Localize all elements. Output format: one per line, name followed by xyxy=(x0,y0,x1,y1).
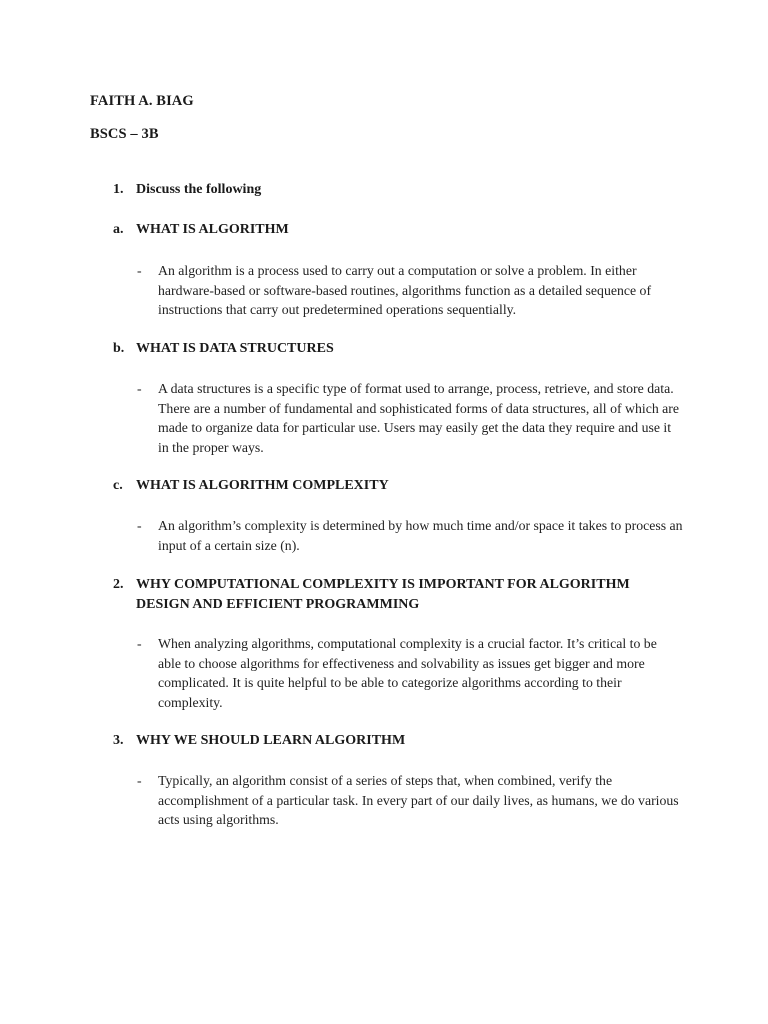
question-heading-2 xyxy=(113,575,681,614)
answer-c xyxy=(137,516,683,555)
question-heading-1 xyxy=(113,180,261,200)
answer-text: An algorithm’s complexity is determined by how much time and/or space it takes to process an input of a certain size (n). xyxy=(158,518,683,553)
answer-text: A data structures is a specific type of format used to arrange, process, retrieve, and store data. There are a number of fundamental and sophisticated forms of data structures, all of which are made to organize data for particular use. Users may easily get the data they require and use it in the proper ways. xyxy=(158,381,680,455)
question-heading-3 xyxy=(113,731,405,751)
answer-text: Typically, an algorithm consist of a series of steps that, when combined, verify the accomplishment of a particular task. In every part of our daily lives, as humans, we do various acts using algorithms. xyxy=(158,773,679,827)
list-marker: 2. xyxy=(113,577,124,592)
answer-3 xyxy=(137,771,683,830)
heading-text: WHAT IS DATA STRUCTURES xyxy=(136,341,334,356)
answer-b xyxy=(137,379,683,457)
list-marker: a. xyxy=(113,222,124,237)
answer-a xyxy=(137,261,683,320)
list-marker: 3. xyxy=(113,733,124,748)
question-heading-a xyxy=(113,220,289,240)
author-name: FAITH A. BIAG xyxy=(90,93,194,109)
bullet-dash: - xyxy=(137,773,142,788)
question-heading-b xyxy=(113,339,334,359)
question-heading-c xyxy=(113,476,389,496)
list-marker: c. xyxy=(113,478,123,493)
heading-text: WHAT IS ALGORITHM COMPLEXITY xyxy=(136,478,389,493)
class-section: BSCS – 3B xyxy=(90,126,159,142)
answer-text: When analyzing algorithms, computational complexity is a crucial factor. It’s critical to be able to choose algorithms for effectiveness and solvability as issues get bigger and more complicated. It is quite helpful to be able to categorize algorithms according to their complexity. xyxy=(158,636,657,710)
heading-text: Discuss the following xyxy=(136,182,262,197)
answer-2 xyxy=(137,634,683,712)
heading-text: WHY WE SHOULD LEARN ALGORITHM xyxy=(136,733,406,748)
bullet-dash: - xyxy=(137,263,142,278)
bullet-dash: - xyxy=(137,381,142,396)
list-marker: b. xyxy=(113,341,125,356)
bullet-dash: - xyxy=(137,518,142,533)
heading-text: WHAT IS ALGORITHM xyxy=(136,222,289,237)
list-marker: 1. xyxy=(113,182,124,197)
heading-text: WHY COMPUTATIONAL COMPLEXITY IS IMPORTANT FOR ALGORITHM DESIGN AND EFFICIENT PROGRAMMING xyxy=(136,577,630,612)
answer-text: An algorithm is a process used to carry out a computation or solve a problem. In either hardware-based or software-based routines, algorithms function as a detailed sequence of instructions that carry out predetermined operations sequentially. xyxy=(158,263,652,317)
bullet-dash: - xyxy=(137,636,142,651)
